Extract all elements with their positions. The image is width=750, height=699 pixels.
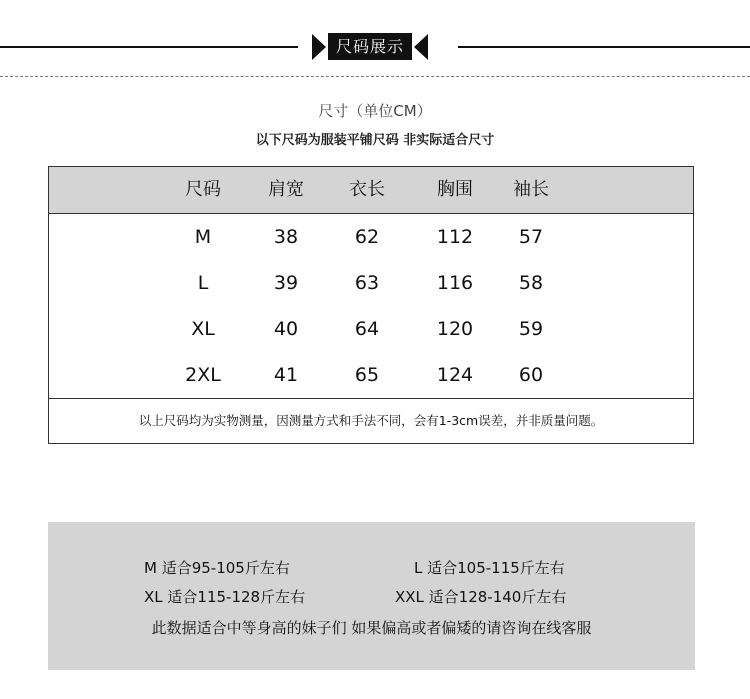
table-cell: 57 <box>518 226 544 248</box>
table-cell: 41 <box>273 364 299 386</box>
fit-guide-box <box>48 522 695 670</box>
table-cell: L <box>197 272 209 294</box>
table-cell: 62 <box>354 226 380 248</box>
header-line-left <box>0 46 298 48</box>
table-header-row <box>49 167 693 214</box>
table-cell: XL <box>191 318 215 340</box>
table-cell: 120 <box>436 318 474 340</box>
fit-guide-xl: XL 适合115-128斤左右 <box>144 588 306 606</box>
table-cell: 39 <box>273 272 299 294</box>
col-header-chest: 胸围 <box>437 179 473 200</box>
table-row <box>49 306 693 353</box>
col-header-size: 尺码 <box>185 179 221 200</box>
table-cell: 112 <box>436 226 474 248</box>
col-header-sleeve: 袖长 <box>513 179 549 200</box>
table-cell: 40 <box>273 318 299 340</box>
fit-guide-xxl: XXL 适合128-140斤左右 <box>395 588 567 606</box>
table-cell: 59 <box>518 318 544 340</box>
section-header <box>312 33 428 60</box>
size-table <box>48 166 694 444</box>
table-cell: 64 <box>354 318 380 340</box>
table-row <box>49 214 693 261</box>
table-footnote: 以上尺码均为实物测量，因测量方式和手法不同，会有1-3cm误差，并非质量问题。 <box>138 413 604 428</box>
fit-guide-l: L 适合105-115斤左右 <box>414 559 565 577</box>
col-header-length: 衣长 <box>349 179 385 200</box>
fit-guide-description: 此数据适合中等身高的妹子们 如果偏高或者偏矮的请咨询在线客服 <box>151 619 592 637</box>
table-cell: 38 <box>273 226 299 248</box>
table-cell: 2XL <box>185 364 221 386</box>
table-cell: M <box>194 226 212 248</box>
table-row <box>49 352 693 399</box>
header-arrow-right-icon <box>414 34 428 60</box>
section-title: 尺码展示 <box>328 33 412 60</box>
header-line-right <box>458 46 750 48</box>
table-cell: 124 <box>436 364 474 386</box>
table-row <box>49 260 693 307</box>
size-note: 以下尺码为服装平铺尺码 非实际适合尺寸 <box>255 133 495 148</box>
fit-guide-m: M 适合95-105斤左右 <box>144 559 290 577</box>
table-cell: 65 <box>354 364 380 386</box>
table-cell: 58 <box>518 272 544 294</box>
header-arrow-left-icon <box>312 34 326 60</box>
unit-label: 尺寸（单位CM） <box>318 102 432 120</box>
col-header-shoulder: 肩宽 <box>268 179 304 200</box>
table-cell: 63 <box>354 272 380 294</box>
table-cell: 116 <box>436 272 474 294</box>
dashed-divider <box>0 76 750 77</box>
table-cell: 60 <box>518 364 544 386</box>
